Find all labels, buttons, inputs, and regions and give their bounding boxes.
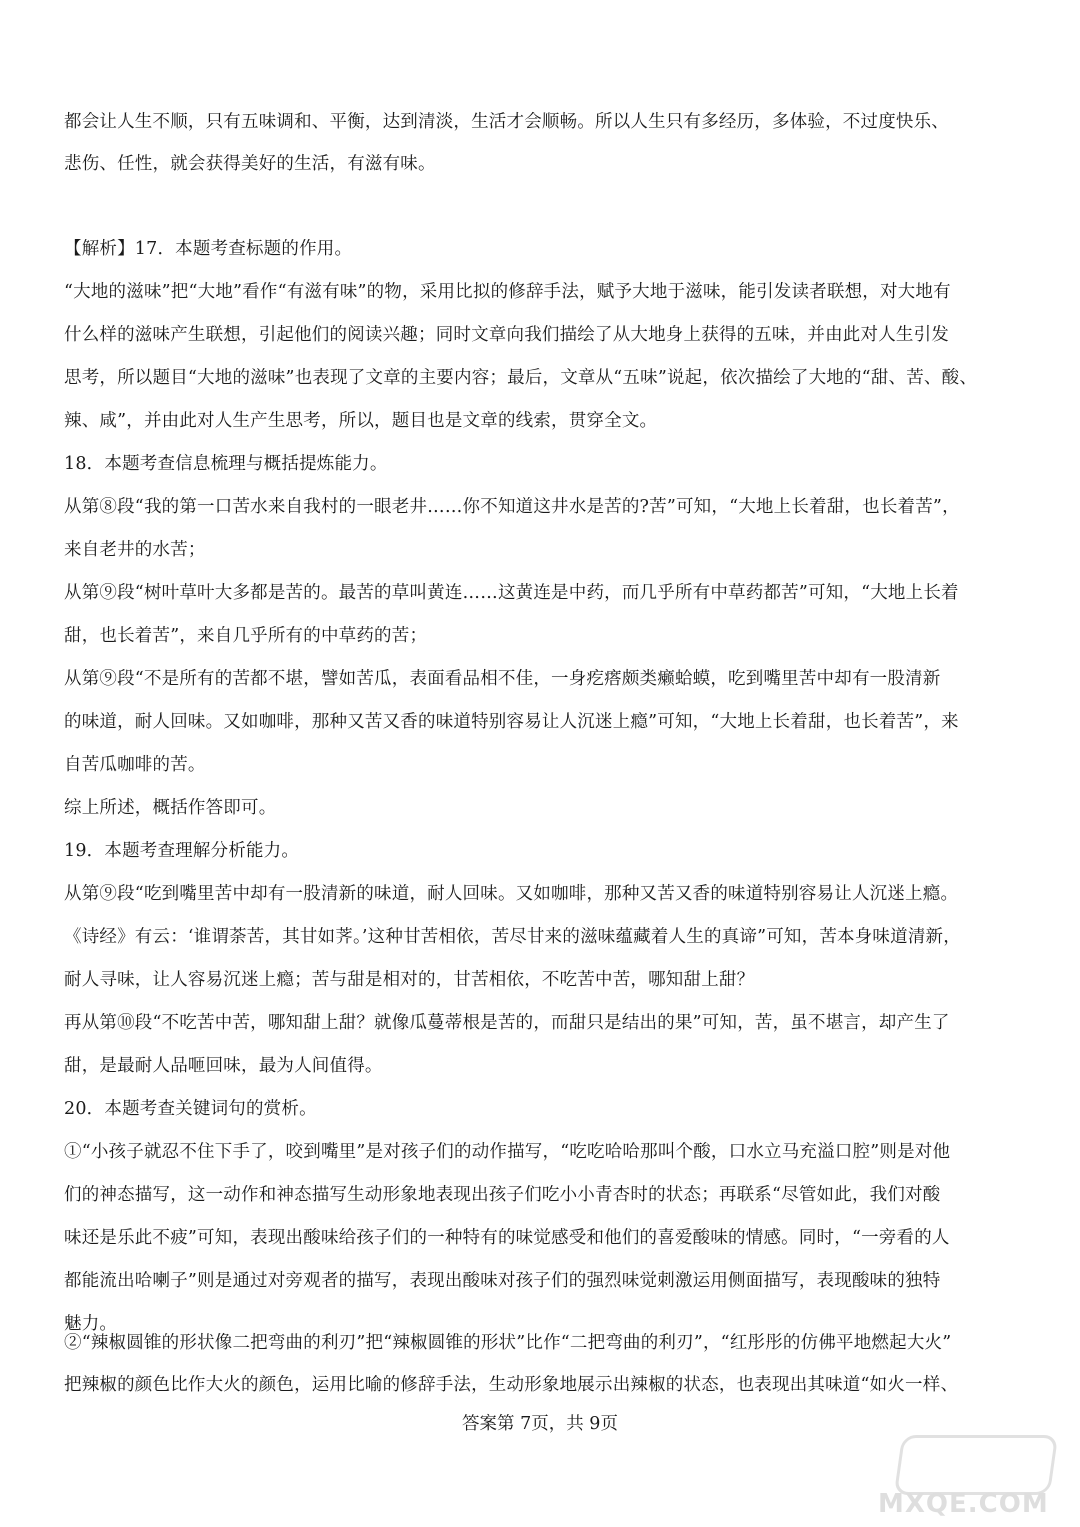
text-line: 都会让人生不顺，只有五味调和、平衡，达到清淡，生活才会顺畅。所以人生只有多经历，多体验，不过度快乐、 — [64, 112, 949, 132]
text-line: 从第⑨段“吃到嘴里苦中却有一股清新的味道，耐人回味。又如咖啡，那种又苦又香的味道特别容易让人沉迷上瘾。 — [64, 884, 959, 904]
text-line: 的味道，耐人回味。又如咖啡，那种又苦又香的味道特别容易让人沉迷上瘾”可知，“大地上长着甜，也长着苦”，来 — [64, 712, 959, 732]
text-line: 从第⑨段“树叶草叶大多都是苦的。最苦的草叫黄连……这黄连是中药，而几乎所有中草药都苦”可知，“大地上长着 — [64, 583, 959, 603]
text-line: 20．本题考查关键词句的赏析。 — [64, 1099, 317, 1119]
text-line: 耐人寻味，让人容易沉迷上瘾；苦与甜是相对的，甘苦相依，不吃苦中苦，哪知甜上甜？ — [64, 970, 755, 990]
text-line: 18．本题考查信息梳理与概括提炼能力。 — [64, 454, 388, 474]
watermark-badge-icon — [894, 1435, 1058, 1495]
text-line: 魅力。 — [64, 1314, 118, 1334]
text-line: 再从第⑩段“不吃苦中苦，哪知甜上甜？就像瓜蔓蒂根是苦的，而甜只是结出的果”可知，苦，虽不堪言，却产生了 — [64, 1013, 950, 1033]
text-line: 从第⑨段“不是所有的苦都不堪，譬如苦瓜，表面看品相不佳，一身疙瘩颇类癞蛤蟆，吃到嘴里苦中却有一股清新 — [64, 669, 941, 689]
text-line: ①“小孩子就忍不住下手了，咬到嘴里”是对孩子们的动作描写，“吃吃哈哈那叫个酸，口水立马充溢口腔”则是对他 — [64, 1142, 951, 1162]
text-line: 味还是乐此不疲”可知，表现出酸味给孩子们的一种特有的味觉感受和他们的喜爱酸味的情感。同时，“一旁看的人 — [64, 1228, 950, 1248]
text-line: 都能流出哈喇子”则是通过对旁观者的描写，表现出酸味对孩子们的强烈味觉刺激运用侧面描写，表现酸味的独特 — [64, 1271, 941, 1291]
text-line: 辣、咸”，并由此对人生产生思考，所以，题目也是文章的线索，贯穿全文。 — [64, 411, 658, 431]
text-line: 什么样的滋味产生联想，引起他们的阅读兴趣；同时文章向我们描绘了从大地身上获得的五味，并由此对人生引发 — [64, 325, 949, 345]
text-line: 《诗经》有云：‘谁谓荼苦，其甘如荠。’这种甘苦相依，苦尽甘来的滋味蕴藏着人生的真谛”可知，苦本身味道清新， — [64, 927, 961, 947]
text-line: “大地的滋味”把“大地”看作“有滋有味”的物，采用比拟的修辞手法，赋予大地于滋味，能引发读者联想，对大地有 — [64, 282, 951, 302]
text-line: ②“辣椒圆锥的形状像二把弯曲的利刃”把“辣椒圆锥的形状”比作“二把弯曲的利刃”，“红彤彤的仿佛平地燃起大火” — [64, 1333, 952, 1353]
text-line: 综上所述，概括作答即可。 — [64, 798, 277, 818]
text-line: 把辣椒的颜色比作大火的颜色，运用比喻的修辞手法，生动形象地展示出辣椒的状态，也表现出其味道“如火一样、 — [64, 1375, 959, 1395]
page-footer: 答案第 7页，共 9页 — [462, 1414, 618, 1434]
text-line: 【解析】17．本题考查标题的作用。 — [64, 239, 353, 259]
text-line: 19．本题考查理解分析能力。 — [64, 841, 300, 861]
text-line: 甜，是最耐人品咂回味，最为人间值得。 — [64, 1056, 383, 1076]
text-line: 们的神态描写，这一动作和神态描写生动形象地表现出孩子们吃小小青杏时的状态；再联系“尽管如此，我们对酸 — [64, 1185, 941, 1205]
text-line: 自苦瓜咖啡的苦。 — [64, 755, 206, 775]
text-line: 甜，也长着苦”，来自几乎所有的中草药的苦； — [64, 626, 428, 646]
text-line: 从第⑧段“我的第一口苦水来自我村的一眼老井……你不知道这井水是苦的?苦”可知，“大地上长着甜，也长着苦”， — [64, 497, 960, 517]
watermark-text: MXQE.COM — [878, 1489, 1049, 1519]
watermark-logo — [868, 1435, 1068, 1521]
text-line: 思考，所以题目“大地的滋味”也表现了文章的主要内容；最后，文章从“五味”说起，依次描绘了大地的“甜、苦、酸、 — [64, 368, 978, 388]
text-line: 来自老井的水苦； — [64, 540, 206, 560]
text-line: 悲伤、任性，就会获得美好的生活，有滋有味。 — [64, 154, 436, 174]
